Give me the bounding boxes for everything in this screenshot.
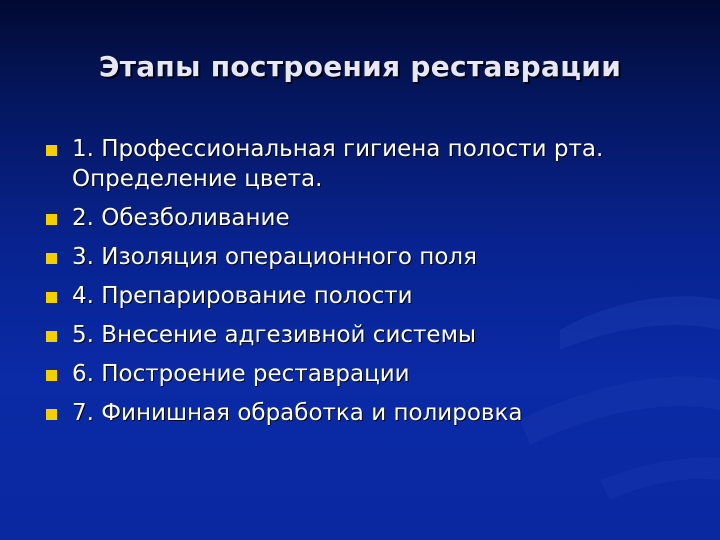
bullet-text: 6. Построение реставрации: [72, 361, 410, 387]
bullet-item-5: [46, 320, 686, 350]
bullet-item-3: [46, 242, 686, 272]
bullet-text: 3. Изоляция операционного поля: [72, 244, 477, 270]
bullet-item-7: [46, 398, 686, 428]
bullet-text: 2. Обезболивание: [72, 205, 290, 231]
bullet-item-6: [46, 359, 686, 389]
bullet-item-2: [46, 203, 686, 233]
square-bullet-icon: [46, 214, 57, 225]
square-bullet-icon: [46, 331, 57, 342]
square-bullet-icon: [46, 409, 57, 420]
bullet-text: 4. Препарирование полости: [72, 283, 413, 309]
square-bullet-icon: [46, 292, 57, 303]
square-bullet-icon: [46, 253, 57, 264]
slide-title: Этапы построения реставрации: [98, 50, 622, 83]
square-bullet-icon: [46, 370, 57, 381]
bullet-list: [46, 134, 686, 437]
bullet-item-4: [46, 281, 686, 311]
bullet-text: 7. Финишная обработка и полировка: [72, 400, 523, 426]
square-bullet-icon: [46, 145, 57, 156]
bullet-text: 5. Внесение адгезивной системы: [72, 322, 477, 348]
bullet-text: 1. Профессиональная гигиена полости рта. Определение цвета.: [72, 136, 604, 192]
bullet-item-1: [46, 134, 686, 194]
